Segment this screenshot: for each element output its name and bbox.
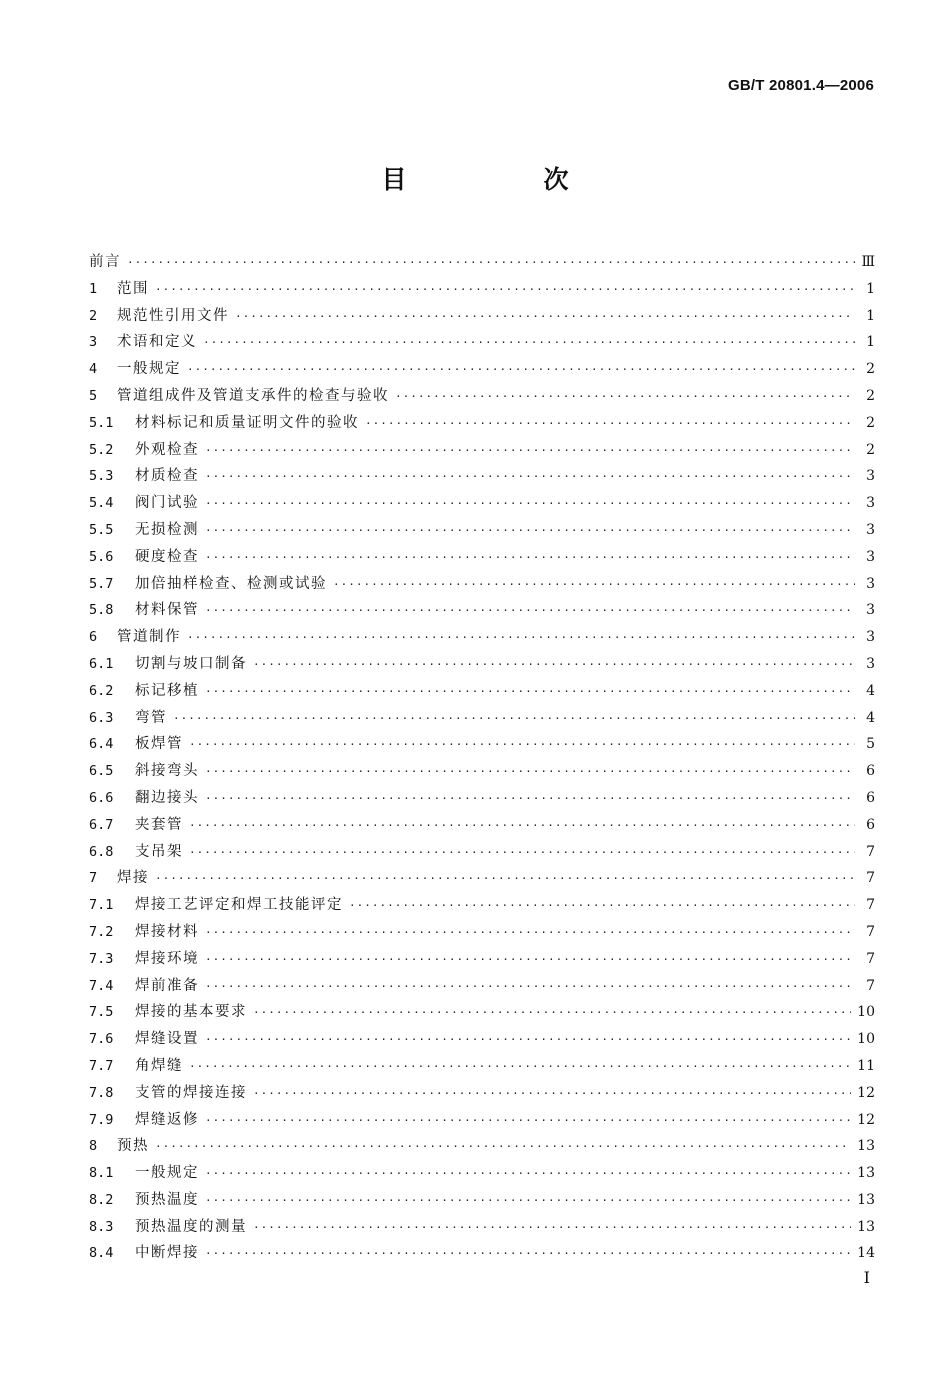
toc-entry-label: 焊缝返修	[135, 1111, 199, 1128]
toc-entry-number: 7	[89, 870, 98, 887]
toc-entry[interactable]	[89, 947, 875, 974]
toc-entry-number: 7.3	[89, 950, 114, 967]
toc-entry-page: 12	[857, 1111, 875, 1128]
toc-entry-label: 支吊架	[135, 843, 183, 860]
toc-entry-page: 3	[866, 521, 875, 538]
toc-entry-page: 3	[866, 468, 875, 485]
toc-entry-number: 5.7	[89, 575, 114, 592]
toc-entry-page: 10	[857, 1031, 875, 1048]
dot-leader	[187, 363, 855, 376]
toc-entry-label: 切割与坡口制备	[135, 655, 247, 672]
toc-entry-page: 11	[857, 1057, 875, 1074]
dot-leader	[205, 1033, 851, 1046]
toc-entry-page: 4	[866, 709, 875, 726]
dot-leader	[253, 1087, 851, 1100]
toc-entry-number: 7.1	[89, 897, 114, 914]
toc-entry[interactable]	[89, 304, 875, 331]
toc-entry[interactable]	[89, 545, 875, 572]
toc-entry-number: 6	[89, 629, 98, 646]
toc-entry[interactable]	[89, 786, 875, 813]
toc-entry[interactable]	[89, 732, 875, 759]
toc-entry[interactable]	[89, 813, 875, 840]
dot-leader	[205, 926, 855, 939]
toc-entry[interactable]	[89, 893, 875, 920]
dot-leader	[127, 256, 855, 269]
toc-entry-page: 2	[866, 414, 875, 431]
toc-entry-number: 6.5	[89, 763, 114, 780]
dot-leader	[205, 470, 855, 483]
toc-entry-page: 6	[866, 816, 875, 833]
toc-entry-label: 材料标记和质量证明文件的验收	[135, 414, 359, 431]
toc-entry-label: 硬度检查	[135, 548, 199, 565]
toc-entry-number: 7.6	[89, 1031, 114, 1048]
toc-entry[interactable]	[89, 706, 875, 733]
dot-leader	[189, 846, 855, 859]
toc-entry-label: 支管的焊接连接	[135, 1084, 247, 1101]
toc-entry-label: 材料保管	[135, 602, 199, 619]
toc-entry-label: 规范性引用文件	[117, 307, 229, 324]
toc-entry-number: 5.4	[89, 495, 114, 512]
toc-entry[interactable]	[89, 1054, 875, 1081]
toc-entry-label: 焊接的基本要求	[135, 1004, 247, 1021]
toc-entry-number: 8.2	[89, 1191, 114, 1208]
toc-entry-number: 4	[89, 361, 98, 378]
toc-entry-page: 13	[857, 1191, 875, 1208]
dot-leader	[189, 1060, 851, 1073]
toc-entry[interactable]	[89, 277, 875, 304]
toc-entry-label: 焊接	[117, 870, 149, 887]
toc-entry-number: 1	[89, 280, 98, 297]
toc-entry-number: 5.6	[89, 548, 114, 565]
toc-entry-label: 管道制作	[117, 629, 181, 646]
dot-leader	[173, 712, 855, 725]
toc-entry-label: 焊接工艺评定和焊工技能评定	[135, 897, 343, 914]
dot-leader	[155, 1140, 851, 1153]
dot-leader	[205, 765, 855, 778]
dot-leader	[205, 1247, 851, 1260]
dot-leader	[235, 310, 855, 323]
dot-leader	[333, 578, 855, 591]
toc-entry-number: 7.7	[89, 1057, 114, 1074]
toc-entry-number: 7.5	[89, 1004, 114, 1021]
toc-entry-label: 预热温度的测量	[135, 1218, 247, 1235]
dot-leader	[205, 953, 855, 966]
toc-entry-page: 7	[866, 870, 875, 887]
dot-leader	[189, 819, 855, 832]
dot-leader	[205, 524, 855, 537]
toc-entry[interactable]	[89, 920, 875, 947]
page-number: Ⅰ	[863, 1268, 870, 1287]
toc-entry-number: 3	[89, 334, 98, 351]
toc-entry-label: 弯管	[135, 709, 167, 726]
toc-entry[interactable]	[89, 1161, 875, 1188]
toc-entry-label: 焊接环境	[135, 950, 199, 967]
toc-entry[interactable]	[89, 866, 875, 893]
dot-leader	[205, 551, 855, 564]
toc-entry-label: 无损检测	[135, 521, 199, 538]
toc-entry[interactable]	[89, 974, 875, 1001]
toc-entry-page: 2	[866, 361, 875, 378]
toc-entry[interactable]	[89, 1134, 875, 1161]
toc-entry[interactable]	[89, 572, 875, 599]
toc-entry[interactable]	[89, 1081, 875, 1108]
dot-leader	[187, 631, 855, 644]
toc-entry-number: 6.8	[89, 843, 114, 860]
toc-entry[interactable]	[89, 330, 875, 357]
toc-entry-label: 术语和定义	[117, 334, 197, 351]
dot-leader	[205, 444, 855, 457]
toc-entry[interactable]	[89, 518, 875, 545]
dot-leader	[203, 336, 855, 349]
toc-entry-label: 一般规定	[117, 361, 181, 378]
dot-leader	[205, 1194, 851, 1207]
toc-entry-number: 7.4	[89, 977, 114, 994]
dot-leader	[349, 899, 855, 912]
toc-entry-number: 7.8	[89, 1084, 114, 1101]
toc-entry-number: 5.5	[89, 521, 114, 538]
toc-entry-label: 焊接材料	[135, 923, 199, 940]
toc-entry[interactable]	[89, 840, 875, 867]
toc-entry-label: 夹套管	[135, 816, 183, 833]
page-title: 目 次	[381, 165, 625, 194]
toc-entry-number: 8.3	[89, 1218, 114, 1235]
toc-entry[interactable]	[89, 598, 875, 625]
toc-entry-page: 3	[866, 575, 875, 592]
toc-entry-label: 材质检查	[135, 468, 199, 485]
toc-entry[interactable]	[89, 1027, 875, 1054]
toc-entry-label: 预热	[117, 1138, 149, 1155]
toc-entry-page: 3	[866, 655, 875, 672]
toc-entry[interactable]	[89, 491, 875, 518]
toc-entry-page: 3	[866, 548, 875, 565]
toc-entry[interactable]	[89, 384, 875, 411]
toc-entry-page: 1	[866, 280, 875, 297]
toc-entry-number: 6.4	[89, 736, 114, 753]
toc-entry-number: 8.1	[89, 1165, 114, 1182]
toc-entry[interactable]	[89, 652, 875, 679]
toc-entry-label: 预热温度	[135, 1191, 199, 1208]
toc-entry[interactable]	[89, 1215, 875, 1242]
toc-entry-label: 焊缝设置	[135, 1031, 199, 1048]
toc-entry-page: 1	[866, 334, 875, 351]
dot-leader	[155, 283, 855, 296]
toc-entry[interactable]	[89, 250, 875, 277]
toc-entry[interactable]	[89, 357, 875, 384]
toc-entry-page: 13	[857, 1218, 875, 1235]
dot-leader	[253, 1221, 851, 1234]
toc-entry-page: 4	[866, 682, 875, 699]
toc-entry-number: 8	[89, 1138, 98, 1155]
toc-entry-label: 前言	[89, 254, 121, 270]
toc-entry[interactable]	[89, 438, 875, 465]
toc-entry-number: 6.1	[89, 655, 114, 672]
toc-entry-page: 3	[866, 602, 875, 619]
toc-entry-page: 14	[857, 1245, 875, 1262]
toc-entry-label: 板焊管	[135, 736, 183, 753]
dot-leader	[395, 390, 855, 403]
toc-entry-label: 阀门试验	[135, 495, 199, 512]
toc-entry-number: 2	[89, 307, 98, 324]
toc-entry-number: 8.4	[89, 1245, 114, 1262]
dot-leader	[155, 872, 855, 885]
toc-entry-page: 1	[866, 307, 875, 324]
standard-code: GB/T 20801.4—2006	[728, 77, 874, 94]
toc-entry-label: 管道组成件及管道支承件的检查与验收	[117, 387, 389, 404]
toc-entry-page: 7	[866, 843, 875, 860]
toc-entry-label: 范围	[117, 280, 149, 297]
toc-entry-number: 5.8	[89, 602, 114, 619]
dot-leader	[253, 1006, 851, 1019]
toc-entry-label: 斜接弯头	[135, 763, 199, 780]
toc-entry-page: 13	[857, 1138, 875, 1155]
toc-entry-number: 6.6	[89, 789, 114, 806]
toc-entry-page: Ⅲ	[861, 254, 875, 270]
toc-entry-number: 6.7	[89, 816, 114, 833]
toc-entry-number: 7.9	[89, 1111, 114, 1128]
toc-entry-page: 13	[857, 1165, 875, 1182]
toc-entry-label: 加倍抽样检查、检测或试验	[135, 575, 327, 592]
toc-entry-page: 7	[866, 923, 875, 940]
dot-leader	[205, 1167, 851, 1180]
toc-entry-label: 一般规定	[135, 1165, 199, 1182]
toc-entry-number: 6.2	[89, 682, 114, 699]
toc-entry-page: 3	[866, 495, 875, 512]
toc-entry-number: 7.2	[89, 923, 114, 940]
toc-entry[interactable]	[89, 679, 875, 706]
toc-entry-label: 中断焊接	[135, 1245, 199, 1262]
toc-entry-number: 6.3	[89, 709, 114, 726]
toc-entry[interactable]	[89, 411, 875, 438]
toc-entry-label: 角焊缝	[135, 1057, 183, 1074]
dot-leader	[365, 417, 855, 430]
toc-entry-page: 10	[857, 1004, 875, 1021]
toc-entry-page: 12	[857, 1084, 875, 1101]
dot-leader	[253, 658, 855, 671]
toc-entry-page: 6	[866, 789, 875, 806]
toc-entry-page: 6	[866, 763, 875, 780]
toc-entry-page: 2	[866, 441, 875, 458]
dot-leader	[205, 604, 855, 617]
toc-entry-number: 5.3	[89, 468, 114, 485]
toc-entry-number: 5.2	[89, 441, 114, 458]
toc-entry-label: 焊前准备	[135, 977, 199, 994]
toc-entry[interactable]	[89, 625, 875, 652]
toc-entry[interactable]	[89, 1188, 875, 1215]
dot-leader	[205, 497, 855, 510]
toc-entry-label: 外观检查	[135, 441, 199, 458]
dot-leader	[205, 792, 855, 805]
toc-entry[interactable]	[89, 759, 875, 786]
toc-entry-page: 2	[866, 387, 875, 404]
toc-entry[interactable]	[89, 1000, 875, 1027]
toc-entry-page: 5	[866, 736, 875, 753]
table-of-contents	[89, 250, 875, 1268]
dot-leader	[189, 738, 855, 751]
dot-leader	[205, 1114, 851, 1127]
toc-entry[interactable]	[89, 1241, 875, 1268]
toc-entry[interactable]	[89, 464, 875, 491]
toc-entry-page: 7	[866, 897, 875, 914]
dot-leader	[205, 685, 855, 698]
toc-entry-page: 7	[866, 950, 875, 967]
toc-entry-number: 5	[89, 387, 98, 404]
toc-entry-page: 3	[866, 629, 875, 646]
toc-entry-label: 标记移植	[135, 682, 199, 699]
dot-leader	[205, 980, 855, 993]
toc-entry-number: 5.1	[89, 414, 114, 431]
toc-entry[interactable]	[89, 1108, 875, 1135]
toc-entry-page: 7	[866, 977, 875, 994]
toc-entry-label: 翻边接头	[135, 789, 199, 806]
